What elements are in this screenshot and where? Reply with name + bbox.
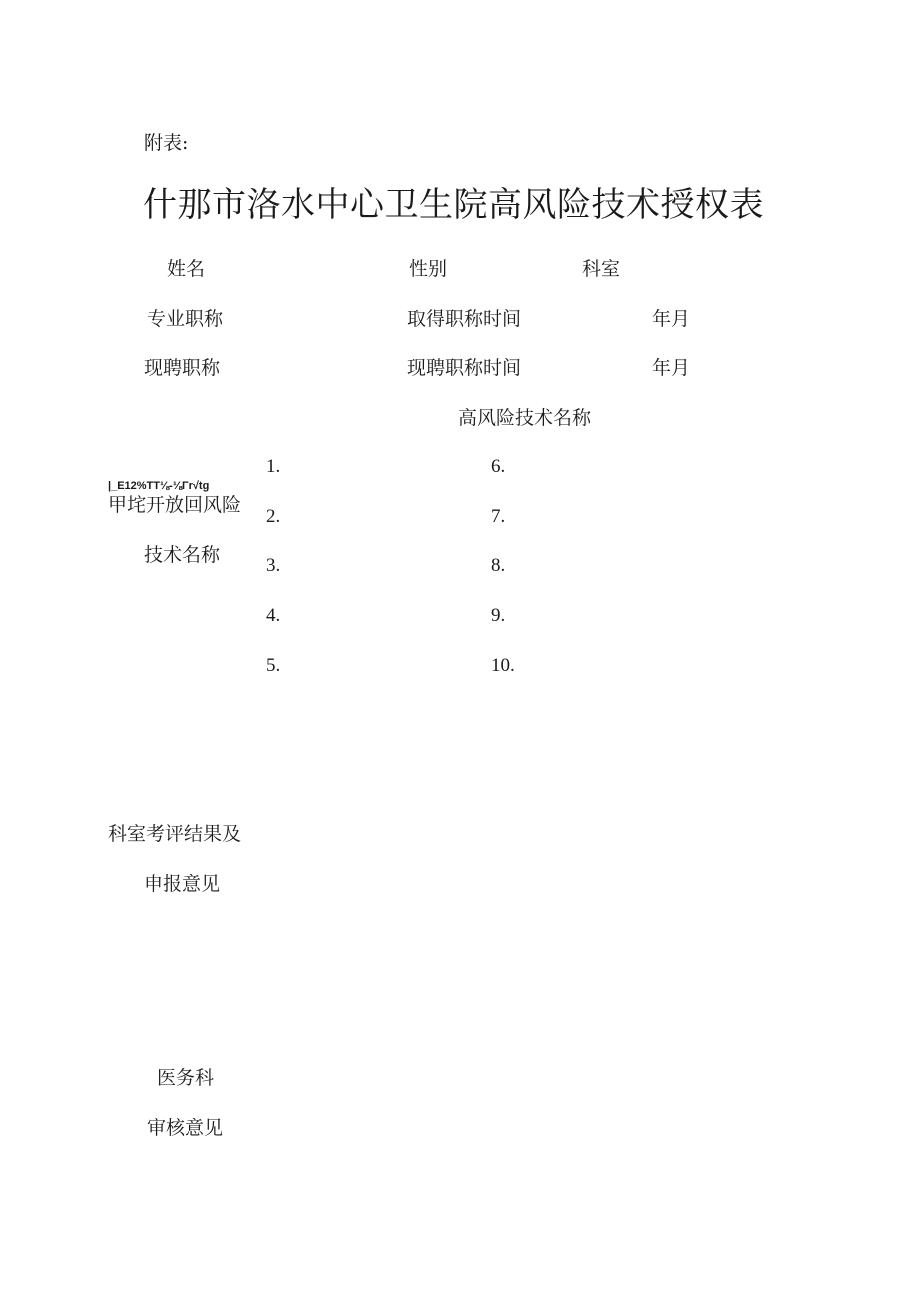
current-title-label: 现聘职称 [144, 357, 221, 379]
garbled-text: |_E12%TT⅛-⅛Γr√tg [108, 480, 210, 492]
attachment-label: 附表: [144, 132, 189, 154]
evaluation-label-line1: 科室考评结果及 [108, 823, 242, 845]
tech-section-header: 高风险技术名称 [458, 407, 592, 429]
name-label: 姓名 [167, 258, 206, 280]
tech-item-6: 6. [491, 456, 506, 477]
department-label: 科室 [582, 258, 621, 280]
year-month-2: 年月 [652, 357, 691, 379]
professional-title-label: 专业职称 [147, 308, 224, 330]
tech-side-label-line1: 甲垞开放回风险 [108, 494, 242, 516]
tech-item-10: 10. [491, 655, 515, 676]
gender-label: 性别 [409, 258, 448, 280]
tech-item-4: 4. [266, 605, 281, 626]
evaluation-label-line2: 申报意见 [144, 873, 221, 895]
tech-item-7: 7. [491, 506, 506, 527]
tech-item-8: 8. [491, 555, 506, 576]
tech-item-2: 2. [266, 506, 281, 527]
tech-item-3: 3. [266, 555, 281, 576]
page-title: 什那市洛水中心卫生院高风险技术授权表 [143, 185, 764, 225]
year-month-1: 年月 [652, 308, 691, 330]
review-label-line1: 医务科 [157, 1067, 215, 1089]
review-label-line2: 审核意见 [147, 1117, 224, 1139]
tech-item-1: 1. [266, 456, 281, 477]
tech-side-label-line2: 技术名称 [144, 544, 221, 566]
current-title-time-label: 现聘职称时间 [407, 357, 522, 379]
title-obtained-time-label: 取得职称时间 [407, 308, 522, 330]
tech-item-9: 9. [491, 605, 506, 626]
tech-item-5: 5. [266, 655, 281, 676]
